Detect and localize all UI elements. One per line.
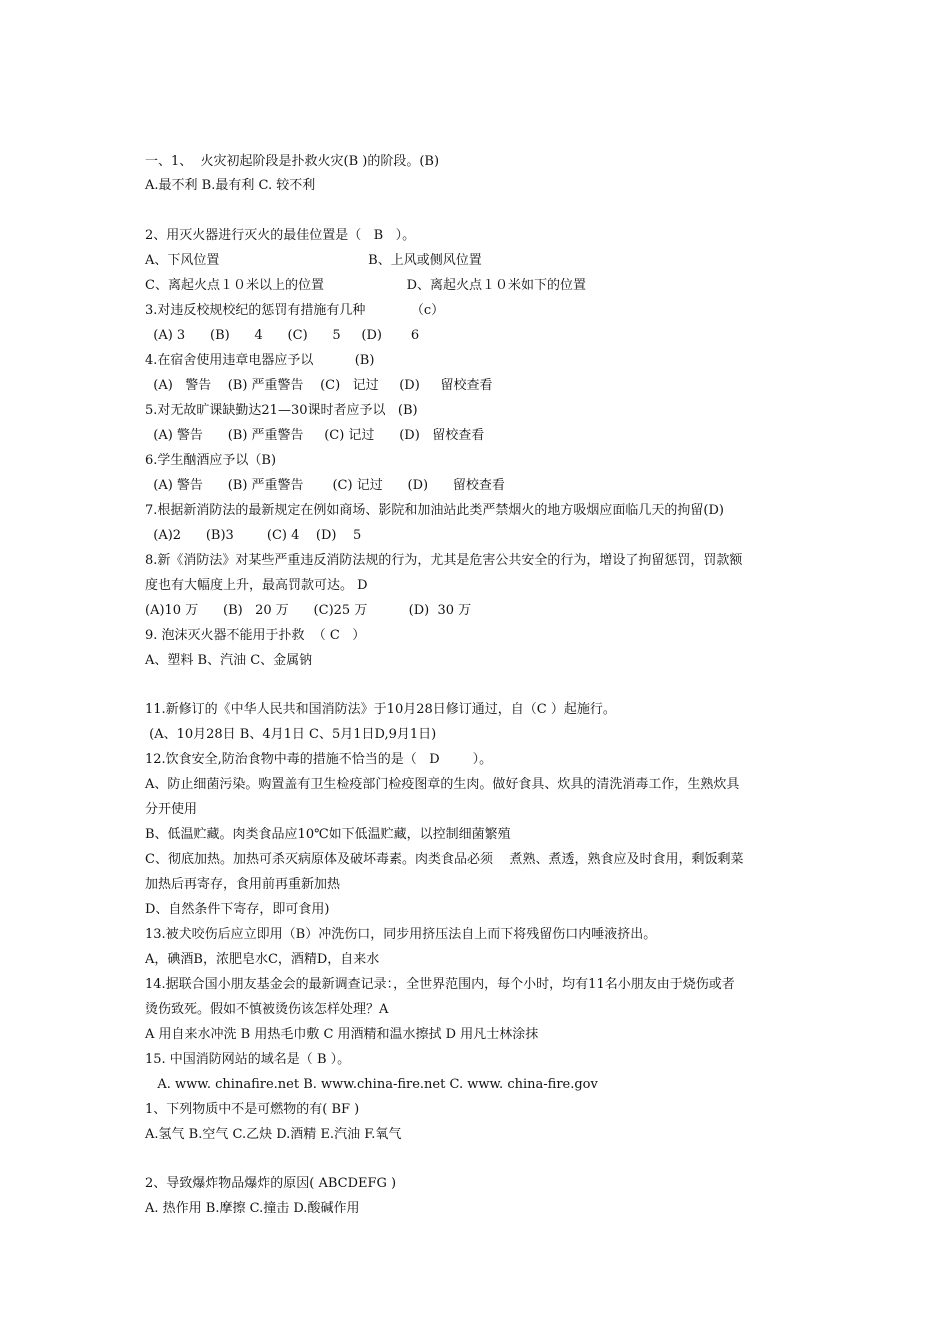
question-6: 6.学生酗酒应予以（B)	[145, 453, 277, 468]
multi-question-1: 1、下列物质中不是可燃物的有( BF )	[145, 1102, 360, 1117]
question-12-option-a-line2: 分开使用	[145, 802, 198, 817]
question-13-options: A，碘酒B，浓肥皂水C，酒精D，自来水	[145, 952, 380, 967]
question-11-options: (A、10月28日 B、4月1日 C、5月1日D,9月1日)	[145, 727, 437, 742]
multi-question-1-options: A.氢气 B.空气 C.乙炔 D.酒精 E.汽油 F.氧气	[145, 1127, 402, 1142]
question-8-options: (A)10 万 (B) 20 万 (C)25 万 (D) 30 万	[145, 603, 472, 618]
question-9: 9. 泡沫灭火器不能用于扑救 （ C ）	[145, 628, 366, 643]
question-2-options-ab: A、下风位置 B、上风或侧风位置	[145, 253, 482, 268]
question-9-options: A、塑料 B、汽油 C、金属钠	[145, 653, 313, 668]
question-14-options: A 用自来水冲洗 B 用热毛巾敷 C 用酒精和温水擦拭 D 用凡士林涂抹	[145, 1027, 539, 1042]
question-4: 4.在宿舍使用违章电器应予以 (B)	[145, 353, 375, 368]
question-7: 7.根据新消防法的最新规定在例如商场、影院和加油站此类严禁烟火的地方吸烟应面临几天的拘留(D)	[145, 503, 724, 518]
question-11: 11.新修订的《中华人民共和国消防法》于10月28日修订通过，自（C ）起施行。	[145, 702, 616, 717]
question-15-options: A. www. chinafire.net B. www.china-fire.net C. www. china-fire.gov	[145, 1077, 598, 1092]
question-7-options: (A)2 (B)3 (C) 4 (D) 5	[145, 528, 362, 543]
question-14-line2: 烫伤致死。假如不慎被烫伤该怎样处理？A	[145, 1002, 389, 1017]
question-12-option-b: B、低温贮藏。肉类食品应10℃如下低温贮藏，以控制细菌繁殖	[145, 827, 511, 842]
multi-question-2-options: A. 热作用 B.摩擦 C.撞击 D.酸碱作用	[145, 1201, 360, 1216]
question-8-line2: 度也有大幅度上升，最高罚款可达。 D	[145, 578, 368, 593]
question-3-options: (A) 3 (B) 4 (C) 5 (D) 6	[145, 328, 420, 343]
question-6-options: (A) 警告 (B) 严重警告 (C) 记过 (D) 留校查看	[145, 478, 505, 493]
question-5: 5.对无故旷课缺勤达21—30课时者应予以 (B)	[145, 403, 418, 418]
question-15: 15. 中国消防网站的域名是（ B ）。	[145, 1052, 351, 1067]
question-2-options-cd: C、离起火点１０米以上的位置 D、离起火点１０米如下的位置	[145, 278, 587, 293]
question-12-option-c-line1: C、彻底加热。加热可杀灭病原体及破坏毒素。肉类食品必须 煮熟、煮透，熟食应及时食用，剩饭剩菜	[145, 852, 744, 867]
question-13: 13.被犬咬伤后应立即用（B）冲洗伤口，同步用挤压法自上而下将残留伤口内唾液挤出。	[145, 927, 657, 942]
question-12-option-a-line1: A、防止细菌污染。购置盖有卫生检疫部门检疫图章的生肉。做好食具、炊具的清洗消毒工作，生熟炊具	[145, 777, 740, 792]
multi-question-2: 2、导致爆炸物品爆炸的原因( ABCDEFG )	[145, 1176, 397, 1191]
question-12: 12.饮食安全,防治食物中毒的措施不恰当的是（ D ）。	[145, 752, 493, 767]
question-3: 3.对违反校规校纪的惩罚有措施有几种 （c）	[145, 303, 445, 318]
question-1: 一、1、 火灾初起阶段是扑救火灾(B )的阶段。(B)	[145, 154, 440, 169]
question-1-options: A.最不利 B.最有利 C. 较不利	[145, 178, 316, 193]
question-8-line1: 8.新《消防法》对某些严重违反消防法规的行为，尤其是危害公共安全的行为，增设了拘留惩罚，罚款额	[145, 553, 743, 568]
question-4-options: (A) 警告 (B) 严重警告 (C) 记过 (D) 留校查看	[145, 378, 493, 393]
question-14-line1: 14.据联合国小朋友基金会的最新调查记录：，全世界范围内，每个小时，均有11名小朋友由于烧伤或者	[145, 977, 735, 992]
question-5-options: (A) 警告 (B) 严重警告 (C) 记过 (D) 留校查看	[145, 428, 485, 443]
question-2: 2、用灭火器进行灭火的最佳位置是（ B ）。	[145, 228, 416, 243]
question-12-option-c-line2: 加热后再寄存，食用前再重新加热	[145, 877, 341, 892]
question-12-option-d: D、自然条件下寄存，即可食用)	[145, 902, 330, 917]
